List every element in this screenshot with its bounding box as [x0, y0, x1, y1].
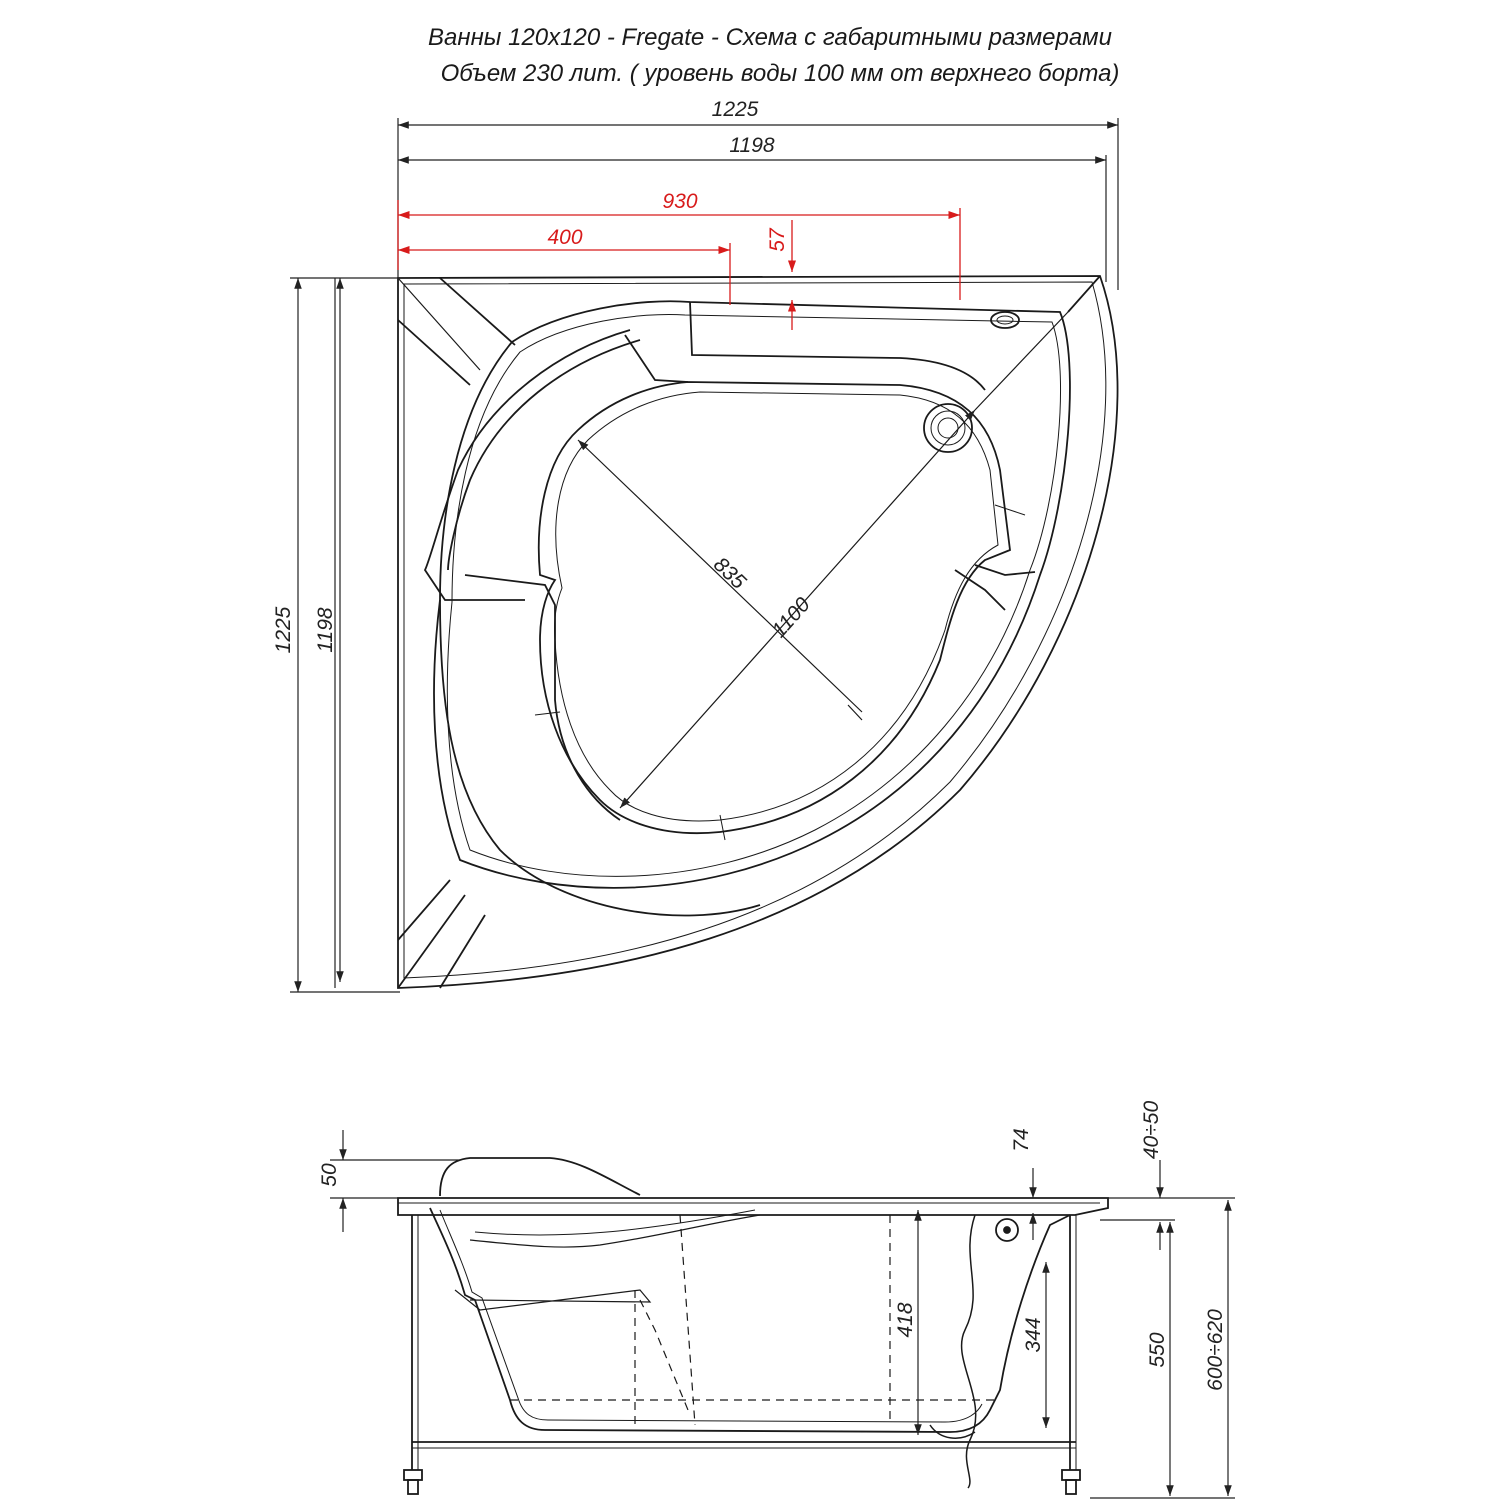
dim-headrest-50: 50 [318, 1163, 341, 1187]
top-dimensions-red [398, 200, 960, 330]
dim-rim-74: 74 [1010, 1128, 1033, 1152]
dim-diag-1100: 1100 [767, 593, 815, 643]
dim-400: 400 [547, 226, 583, 249]
dim-930: 930 [662, 190, 698, 213]
dim-diag-835: 835 [708, 552, 751, 594]
dim-width-outer: 1225 [711, 98, 759, 121]
tub-rim-inner [404, 282, 1106, 978]
dim-57: 57 [766, 228, 789, 252]
leg-right [1062, 1470, 1080, 1480]
side-rim [398, 1198, 1108, 1215]
dim-water-depth-344: 344 [1022, 1317, 1045, 1353]
side-view [398, 1158, 1108, 1494]
top-dimensions [290, 118, 1118, 992]
dim-inner-depth-418: 418 [894, 1302, 917, 1338]
dim-total-height-600-620: 600÷620 [1204, 1309, 1227, 1391]
dim-legs-40-50: 40÷50 [1140, 1100, 1163, 1160]
overflow [991, 312, 1019, 328]
drawing-subtitle: Объем 230 лит. ( уровень воды 100 мм от верхнего борта) [440, 60, 1120, 87]
dim-depth-outer: 1225 [272, 606, 295, 654]
dim-depth-inner: 1198 [314, 607, 337, 653]
leg-left [404, 1470, 422, 1480]
armrest-band [690, 302, 985, 390]
dim-frame-height-550: 550 [1146, 1332, 1169, 1368]
drawing-title: Ванны 120x120 - Fregate - Схема с габаритными размерами [428, 24, 1112, 51]
dim-width-inner: 1198 [729, 134, 775, 157]
top-view [398, 276, 1118, 988]
basin-outer-contour [434, 301, 1070, 888]
headrest [440, 1158, 640, 1196]
